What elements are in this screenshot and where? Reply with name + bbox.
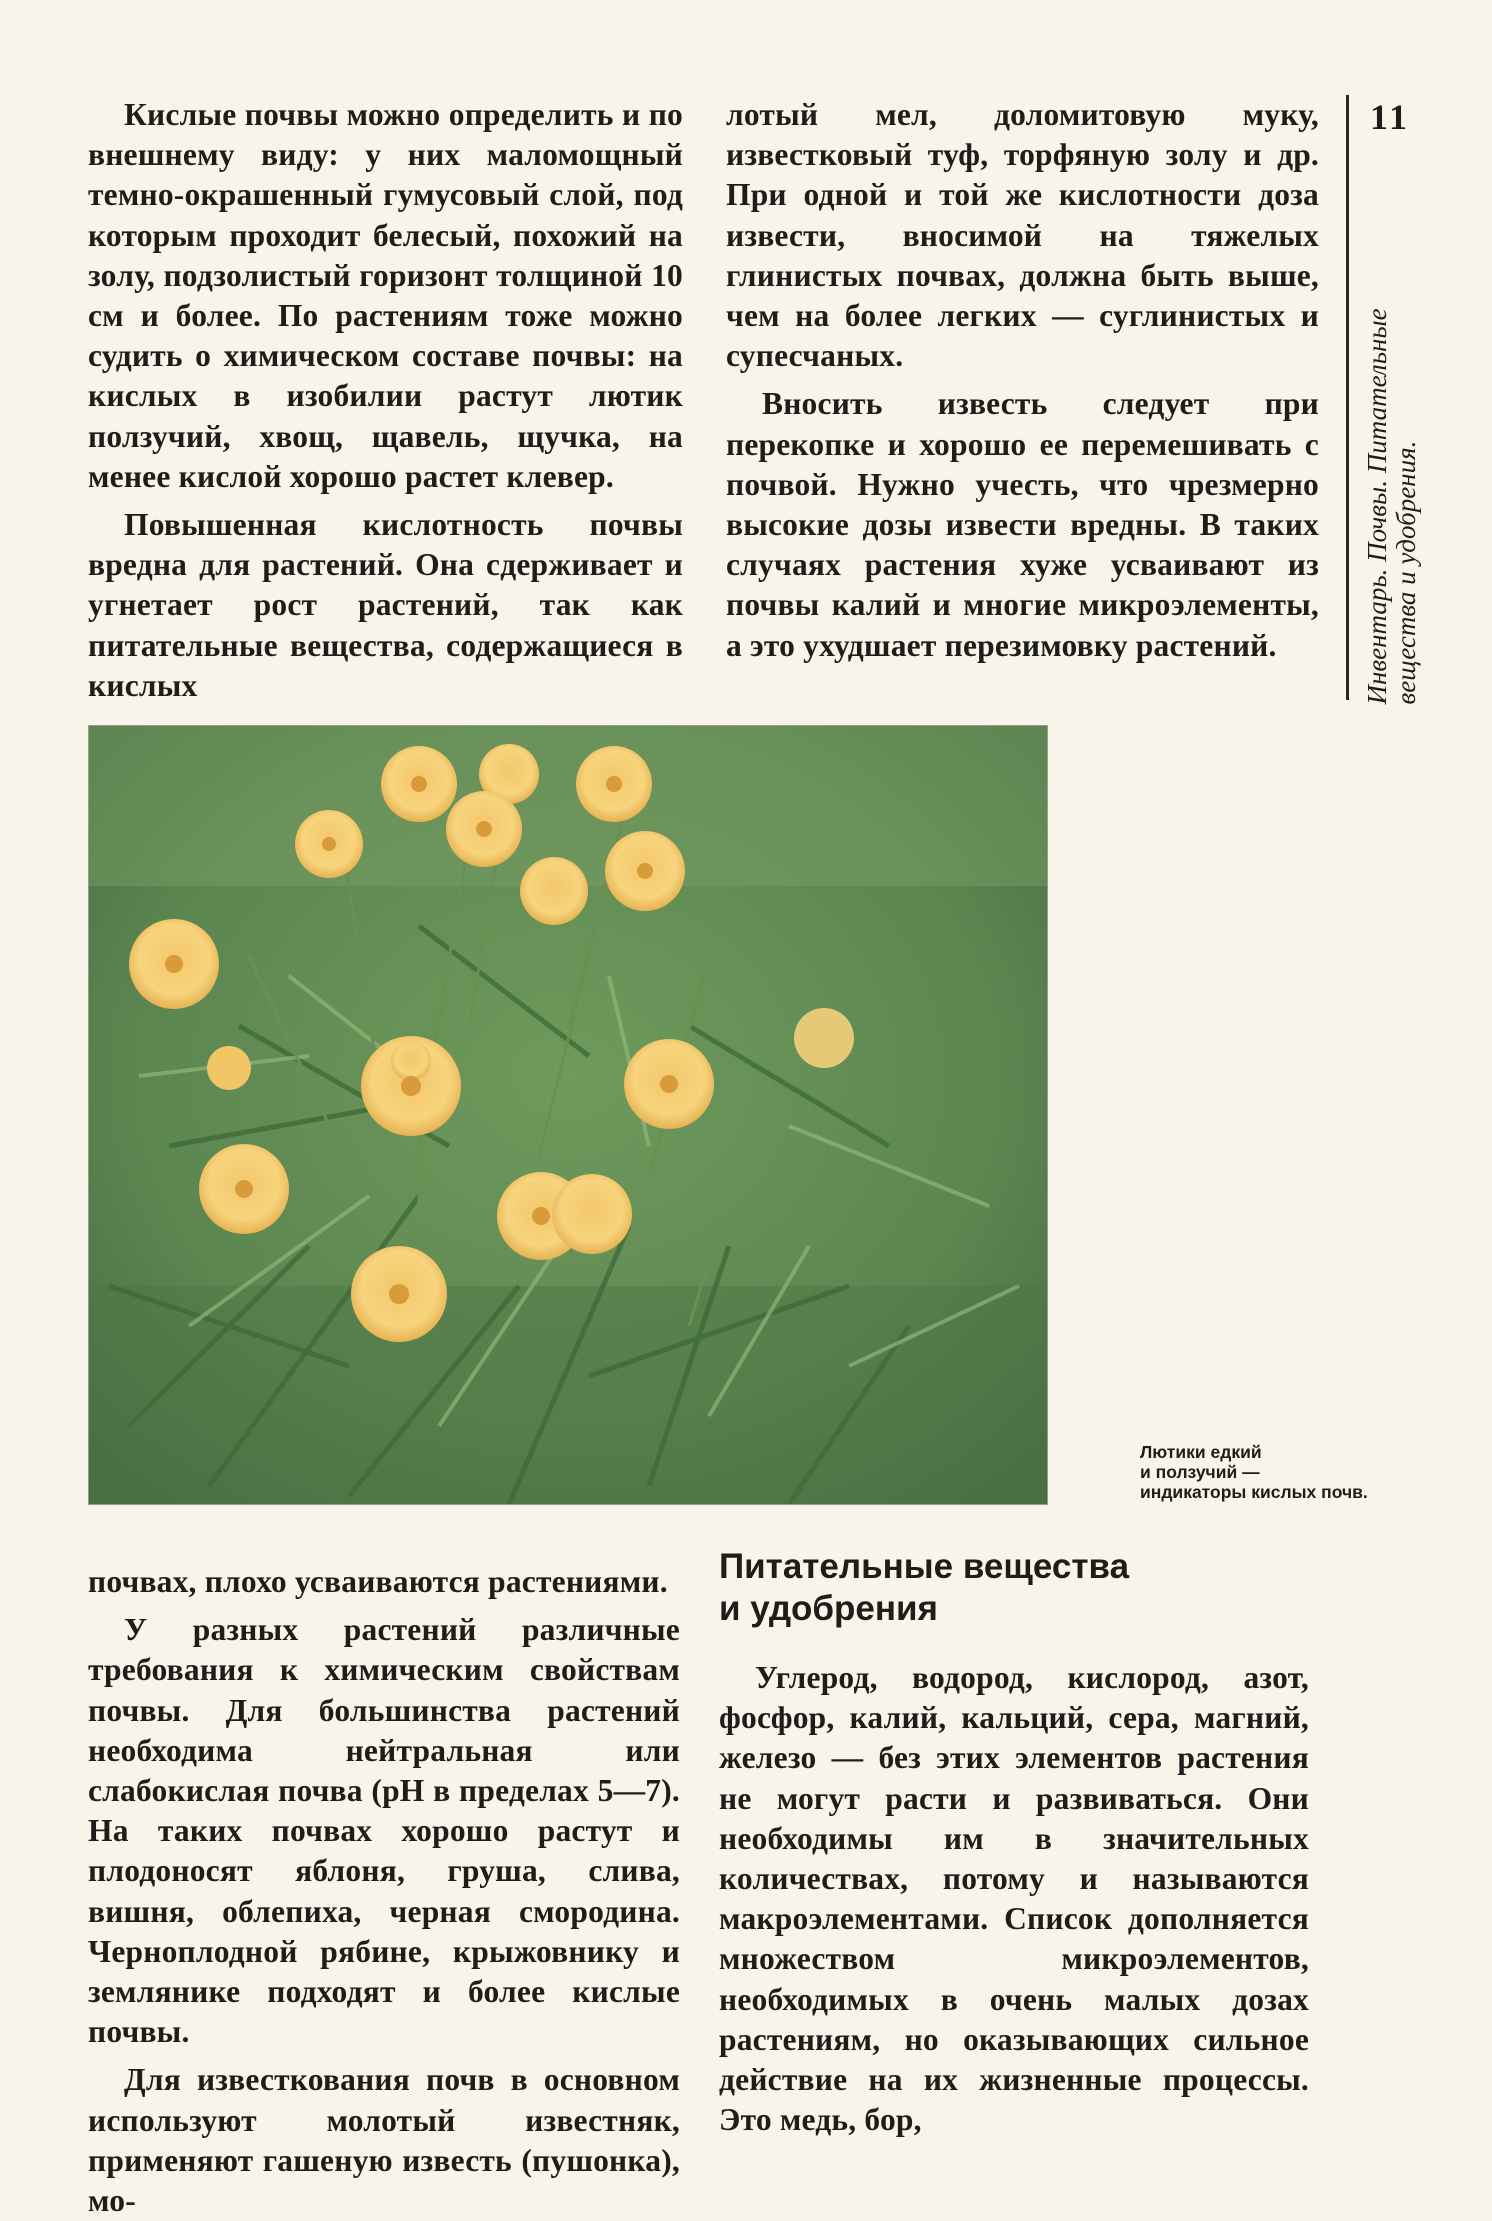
text-column-bottom-right bbox=[719, 1658, 1309, 2140]
paragraph: почвах, плохо усваиваются растениями. bbox=[88, 1564, 668, 1599]
paragraph: Углерод, водород, кислород, азот, фосфор, калий, кальций, сера, магний, железо — без этих элементов растения не могут расти и развиваться. Они необходимы им в значительных количествах, потому и называются макроэлементами. Список дополняется множеством микроэлементов, необходимых в очень малых дозах растениям, но оказывающих сильное действие на их жизненные процессы. Это медь, бор, bbox=[719, 1660, 1309, 2138]
caption-line: индикаторы кислых почв. bbox=[1140, 1482, 1368, 1502]
paragraph: лотый мел, доломитовую муку, известковый туф, торфяную золу и др. При одной и той же кислотности доза извести, вносимой на тяжелых глинистых почвах, должна быть выше, чем на более легких — суглинистых и супесчаных. bbox=[726, 97, 1319, 374]
page-number: 11 bbox=[1370, 97, 1411, 137]
section-title-line: и удобрения bbox=[719, 1589, 938, 1628]
running-head bbox=[1352, 250, 1432, 705]
running-head-line: Инвентарь. Почвы. Питательные bbox=[1362, 308, 1392, 705]
paragraph: Кислые почвы можно определить и по внешнему виду: у них маломощный темно-окрашенный гумусовый слой, под которым проходит белесый, похожий на золу, подзолистый горизонт толщиной 10 см и более. По растениям тоже можно судить о химическом составе почвы: на кислых в изобилии растут лютик ползучий, хвощ, щавель, щучка, на менее кислой хорошо растет клевер. bbox=[88, 97, 683, 494]
text-column-top-right bbox=[726, 95, 1319, 666]
text-column-bottom-left bbox=[88, 1562, 680, 2221]
vertical-rule bbox=[1346, 95, 1349, 700]
section-title-line: Питательные вещества bbox=[719, 1547, 1130, 1586]
paragraph: Вносить известь следует при перекопке и хорошо ее перемешивать с почвой. Нужно учесть, что чрезмерно высокие дозы извести вредны. В таких случаях растения хуже усваивают из почвы калий и многие микроэлементы, а это ухудшает перезимовку растений. bbox=[726, 386, 1319, 663]
caption-line: и ползучий — bbox=[1140, 1462, 1260, 1482]
caption-line: Лютики едкий bbox=[1140, 1442, 1262, 1462]
buttercup-photo bbox=[88, 725, 1048, 1505]
paragraph: Повышенная кислотность почвы вредна для растений. Она сдерживает и угнетает рост растений, так как питательные вещества, содержащиеся в кислых bbox=[88, 507, 683, 703]
photo-caption bbox=[1140, 1442, 1368, 1502]
section-heading bbox=[719, 1546, 1129, 1630]
text-column-top-left bbox=[88, 95, 683, 706]
running-head-line: вещества и удобрения. bbox=[1391, 440, 1421, 705]
paragraph: Для известкования почв в основном используют молотый известняк, применяют гашеную известь (пушонка), мо- bbox=[88, 2062, 680, 2219]
paragraph: У разных растений различные требования к химическим свойствам почвы. Для большинства растений необходима нейтральная или слабокислая почва (pH в пределах 5—7). На таких почвах хорошо растут и плодоносят яблоня, груша, слива, вишня, облепиха, черная смородина. Черноплодной рябине, крыжовнику и землянике подходят и более кислые почвы. bbox=[88, 1612, 680, 2050]
